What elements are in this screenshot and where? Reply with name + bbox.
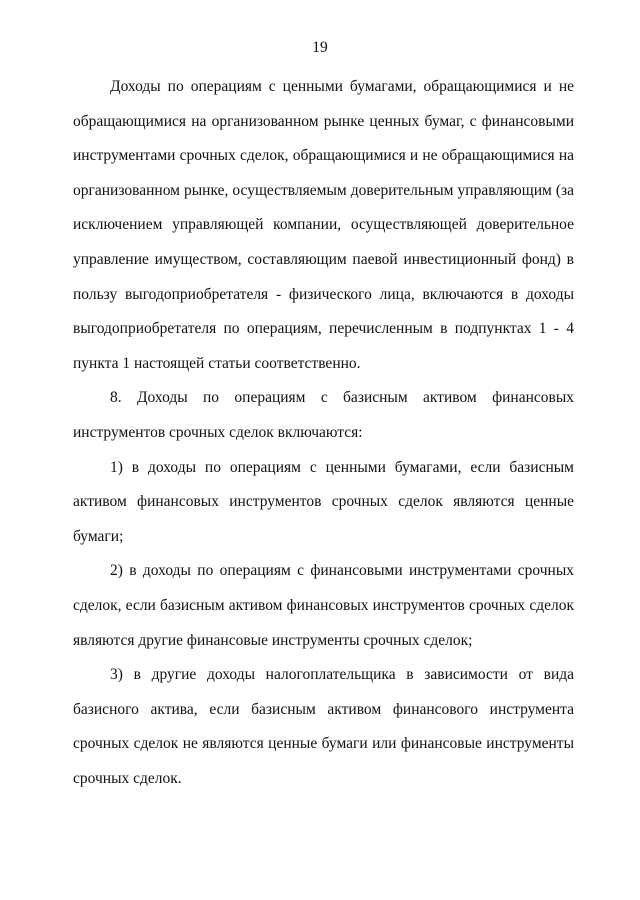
paragraph-item-8: 8. Доходы по операциям с базисным активом финансовых инструментов срочных сделок включаются: xyxy=(73,389,574,441)
paragraph-trust-management-income: Доходы по операциям с ценными бумагами, обращающимися и не обращающимися на организованном рынке ценных бумаг, с финансовыми инструментами срочных сделок, обращающимися и не обращающимися на организованном рынке, осуществляемым доверительным управляющим (за исключением управляющей компании, осуществляющей доверительное управление имуществом, составляющим паевой инвестиционный фонд) в пользу выгодоприобретателя - физического лица, включаются в доходы выгодоприобретателя по операциям, перечисленным в подпунктах 1 - 4 пункта 1 настоящей статьи соответственно. xyxy=(73,78,574,372)
paragraph-subitem-2: 2) в доходы по операциям с финансовыми инструментами срочных сделок, если базисным активом финансовых инструментов срочных сделок являются другие финансовые инструменты срочных сделок; xyxy=(73,562,574,649)
page-number: 19 xyxy=(312,39,328,56)
document-body xyxy=(73,70,574,796)
paragraph-subitem-1: 1) в доходы по операциям с ценными бумагами, если базисным активом финансовых инструментов срочных сделок являются ценные бумаги; xyxy=(73,458,574,545)
paragraph-subitem-3: 3) в другие доходы налогоплательщика в зависимости от вида базисного актива, если базисным активом финансового инструмента срочных сделок не являются ценные бумаги или финансовые инструменты срочных сделок. xyxy=(73,666,574,787)
